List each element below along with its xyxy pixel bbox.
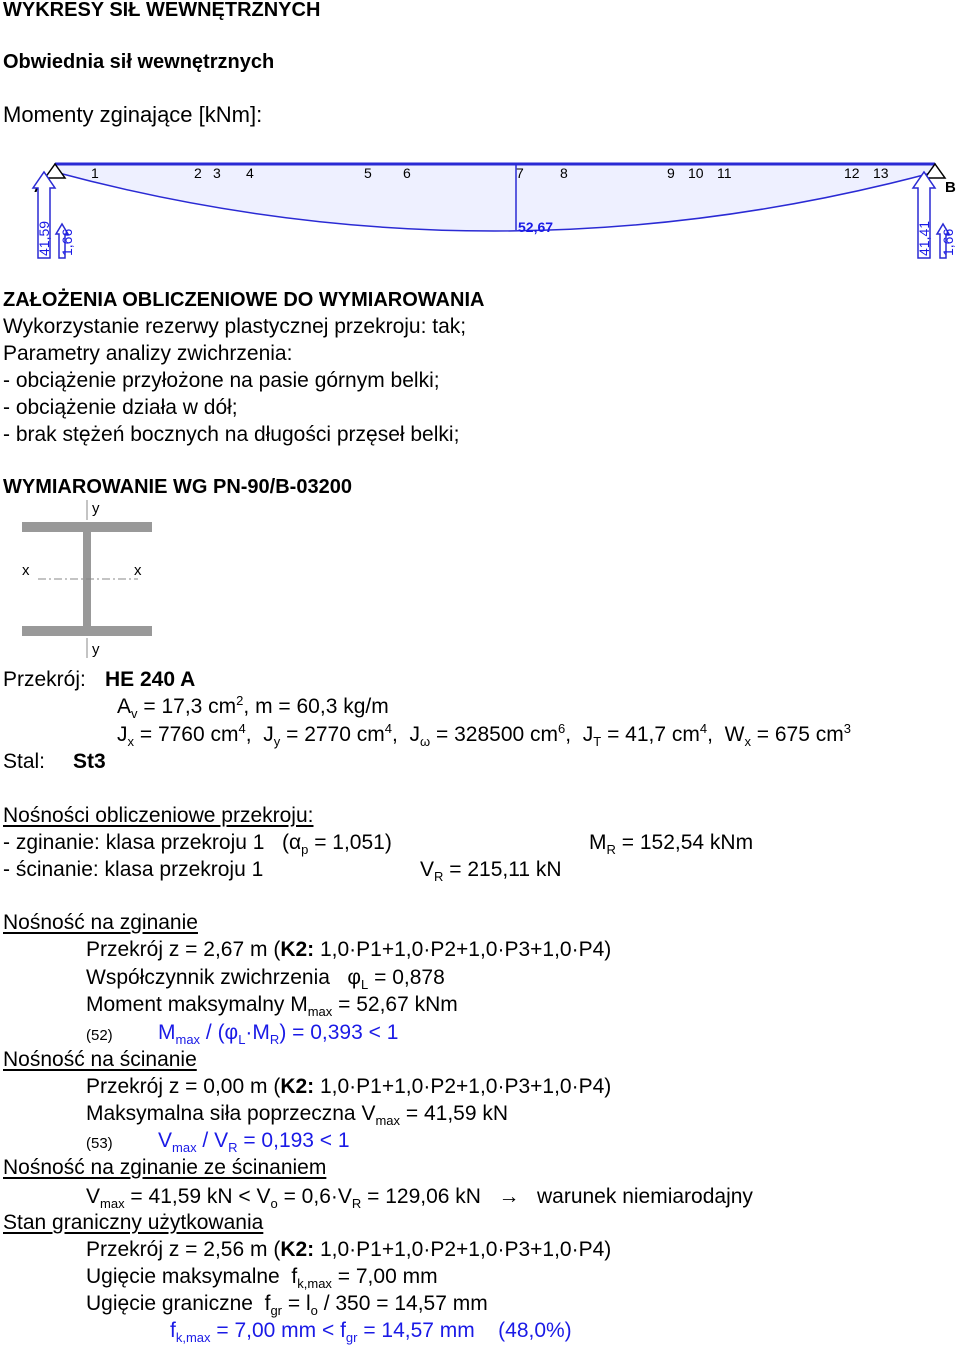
axis-y-label: y [92, 500, 100, 517]
node-label: 3 [213, 165, 221, 181]
arrow-right-icon: → [498, 1185, 520, 1208]
axis-x-label: x [22, 562, 30, 579]
moment-capacity: $M_R = 152,54$ kNm [589, 831, 754, 858]
max-moment-value: 52,67 [518, 219, 554, 235]
moment-diagram [0, 0, 960, 270]
moment-envelope-curve [55, 164, 935, 231]
shear-class: - ścinanie: klasa przekroju 1 [3, 858, 264, 881]
node-label: 10 [688, 165, 704, 181]
reaction-value-right: 1,66 [940, 228, 956, 256]
design-heading: WYMIAROWANIE WG PN-90/B-03200 [3, 476, 352, 498]
max-moment: Moment maksymalny $M_{max} = 52,67$ kNm [86, 993, 458, 1020]
max-shear: Maksymalna siła poprzeczna $V_{max} = 41,59$ kN [86, 1102, 509, 1129]
node-label: 6 [403, 165, 411, 181]
section-subtitle: Obwiednia sił wewnętrznych [3, 51, 275, 73]
bending-result: $M_{max} / (\varphi_L\cdot M_R) = 0,393 < 1$ [158, 1021, 399, 1048]
bending-section: Przekrój z = 2,67 m (K2: 1,0·P1+1,0·P2+1,0·P3+1,0·P4) [86, 938, 612, 961]
ltb-factor: Współczynnik zwichrzenia $\varphi_L = 0,878$ [86, 966, 445, 993]
node-label: 1 [91, 165, 99, 181]
reaction-value-right: 41,41 [916, 220, 932, 256]
reaction-value-left: 1,66 [59, 228, 75, 256]
diagram-title: Momenty zginające [kNm]: [3, 102, 263, 127]
page-title: WYKRESY SIŁ WEWNĘTRZNYCH [3, 0, 321, 21]
assumption-line: Wykorzystanie rezerwy plastycznej przekroju: tak; [3, 315, 467, 338]
shear-section: Przekrój z = 0,00 m (K2: 1,0·P1+1,0·P2+1,0·P3+1,0·P4) [86, 1075, 612, 1098]
equation-number: (53) [86, 1135, 113, 1152]
equation-number: (52) [86, 1027, 113, 1044]
shear-result: $V_{max} / V_R = 0,193 < 1$ [158, 1129, 350, 1156]
bending-class: - zginanie: klasa przekroju 1 $(\alpha_p = 1,051)$ [3, 831, 392, 858]
axis-x-label: x [134, 562, 142, 579]
shear-heading: Nośność na ścinanie [3, 1048, 197, 1071]
capacities-heading: Nośności obliczeniowe przekroju: [3, 804, 314, 827]
node-label: 13 [873, 165, 889, 181]
bending-heading: Nośność na zginanie [3, 911, 198, 934]
node-label: 12 [844, 165, 860, 181]
deflection-result: $f_{k,max} = 7,00$ mm < $f_{gr} = 14,57$ mm (48,0%) [170, 1319, 572, 1345]
steel-grade: St3 [73, 750, 106, 773]
assumption-line: - obciążenie działa w dół; [3, 396, 238, 419]
reaction-value-left: 41,59 [36, 220, 52, 256]
assumptions-heading: ZAŁOŻENIA OBLICZENIOWE DO WYMIAROWANIA [3, 289, 485, 311]
assumption-line: - obciążenie przyłożone na pasie górnym belki; [3, 369, 440, 392]
axis-y-label: y [92, 641, 100, 658]
max-deflection: Ugięcie maksymalne $f_{k,max} = 7,00$ mm [86, 1265, 438, 1292]
node-label: 2 [194, 165, 202, 181]
serviceability-heading: Stan graniczny użytkowania [3, 1211, 264, 1234]
combined-line: $V_{max} = 41,59$ kN < $V_o = 0,6\cdot V_R = 129,06$ kN → warunek niemiarodajny [86, 1185, 753, 1212]
node-label: 4 [246, 165, 254, 181]
shear-capacity: $V_R = 215,11$ kN [420, 858, 562, 885]
node-label: 8 [560, 165, 568, 181]
node-label: 7 [516, 165, 524, 181]
section-area-mass: $A_v = 17,3$ $cm^2$, m = 60,3 kg/m [117, 693, 389, 722]
cross-section-drawing [10, 498, 170, 658]
section-label: Przekrój: [3, 668, 86, 691]
combined-heading: Nośność na zginanie ze ścinaniem [3, 1156, 327, 1179]
support-label-b: B [945, 179, 956, 196]
limit-deflection: Ugięcie graniczne $f_{gr} = l_o / 350 = 14,57$ mm [86, 1292, 488, 1319]
assumption-line: Parametry analizy zwichrzenia: [3, 342, 293, 365]
section-name: HE 240 A [105, 668, 196, 691]
node-label: 9 [667, 165, 675, 181]
node-label: 11 [717, 165, 732, 181]
steel-label: Stal: [3, 750, 46, 773]
serviceability-section: Przekrój z = 2,56 m (K2: 1,0·P1+1,0·P2+1,0·P3+1,0·P4) [86, 1238, 612, 1261]
assumption-line: - brak stężeń bocznych na długości przęseł belki; [3, 423, 460, 446]
node-label: 5 [364, 165, 372, 181]
section-inertia: $J_x = 7760$ $cm^4$, $J_y = 2770$ $cm^4$, $J_\omega = 328500$ $cm^6$, $J_T = 41,7$ $cm^4$, $W_x = 675$ $cm^3$ [117, 721, 851, 750]
